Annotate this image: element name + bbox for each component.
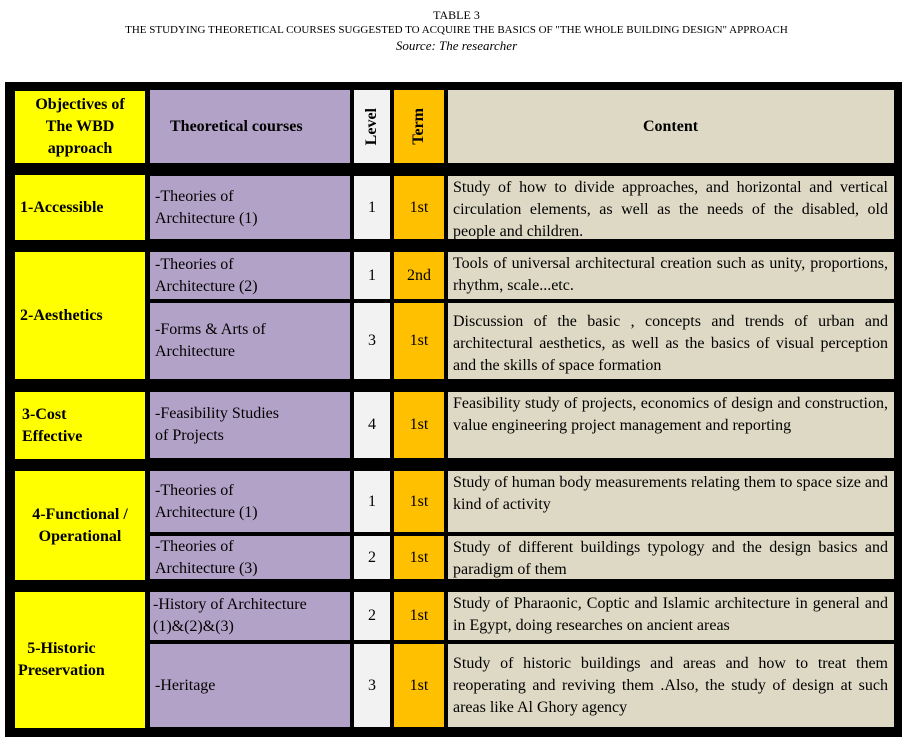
header-level-label: Level bbox=[363, 107, 380, 146]
level-cell: 1 bbox=[352, 469, 392, 534]
course-cell: -Theories of Architecture (3) bbox=[148, 534, 352, 581]
objective-functional: 4-Functional / Operational bbox=[13, 469, 146, 581]
term-cell: 1st bbox=[392, 174, 446, 241]
term-cell: 1st bbox=[392, 534, 446, 581]
course-cell: -Theories of Architecture (2) bbox=[148, 250, 352, 301]
content-cell: Study of historic buildings and areas and how to treat them reoperating and reviving them .Also, the study of design at such areas like Al Ghory agency bbox=[446, 642, 896, 729]
content-cell: Study of Pharaonic, Coptic and Islamic architecture in general and in Egypt, doing researches on ancient areas bbox=[446, 590, 896, 642]
header-term bbox=[392, 88, 446, 165]
course-cell: -Theories of Architecture (1) bbox=[148, 174, 352, 241]
term-cell: 2nd bbox=[392, 250, 446, 301]
level-cell: 1 bbox=[352, 174, 392, 241]
level-cell: 2 bbox=[352, 590, 392, 642]
content-cell: Feasibility study of projects, economics of design and construction, value engineering project management and reporting bbox=[446, 390, 896, 460]
term-cell: 1st bbox=[392, 642, 446, 729]
table-source: Source: The researcher bbox=[395, 38, 518, 53]
content-cell: Study of how to divide approaches, and horizontal and vertical circulation elements, as well as the needs of the disabled, old people and children. bbox=[446, 174, 896, 241]
header-content: Content bbox=[446, 88, 896, 165]
level-cell: 3 bbox=[352, 642, 392, 729]
level-cell: 2 bbox=[352, 534, 392, 581]
term-cell: 1st bbox=[392, 301, 446, 381]
header-courses: Theoretical courses bbox=[148, 88, 352, 165]
objective-accessible: 1-Accessible bbox=[13, 173, 146, 241]
term-cell: 1st bbox=[392, 390, 446, 460]
content-cell: Study of human body measurements relating them to space size and kind of activity bbox=[446, 469, 896, 534]
content-cell: Study of different buildings typology and the design basics and paradigm of them bbox=[446, 534, 896, 581]
level-cell: 1 bbox=[352, 250, 392, 301]
course-cell: -Forms & Arts of Architecture bbox=[148, 301, 352, 381]
header-level bbox=[352, 88, 392, 165]
term-cell: 1st bbox=[392, 469, 446, 534]
course-cell: -History of Architecture (1)&(2)&(3) bbox=[148, 590, 352, 642]
table-caption bbox=[0, 8, 913, 53]
level-cell: 4 bbox=[352, 390, 392, 460]
term-cell: 1st bbox=[392, 590, 446, 642]
objective-aesthetics: 2-Aesthetics bbox=[13, 250, 146, 380]
content-cell: Discussion of the basic , concepts and trends of urban and architectural aesthetics, as well as the basics of visual perception and the skills of space formation bbox=[446, 301, 896, 381]
header-term-label: Term bbox=[410, 108, 427, 145]
level-cell: 3 bbox=[352, 301, 392, 381]
objective-cost-effective: 3-Cost Effective bbox=[13, 390, 146, 460]
table-title: THE STUDYING THEORETICAL COURSES SUGGESTED TO ACQUIRE THE BASICS OF "THE WHOLE BUILDING DESIGN" APPROACH bbox=[125, 24, 788, 36]
course-cell: -Heritage bbox=[148, 642, 352, 729]
objective-historic: 5-Historic Preservation bbox=[13, 590, 146, 729]
header-objectives: Objectives of The WBD approach bbox=[13, 89, 146, 164]
table-number: TABLE 3 bbox=[433, 8, 480, 22]
content-cell: Tools of universal architectural creation such as unity, proportions, rhythm, scale...etc. bbox=[446, 250, 896, 301]
course-cell: -Theories of Architecture (1) bbox=[148, 469, 352, 534]
course-cell: -Feasibility Studies of Projects bbox=[148, 390, 352, 460]
